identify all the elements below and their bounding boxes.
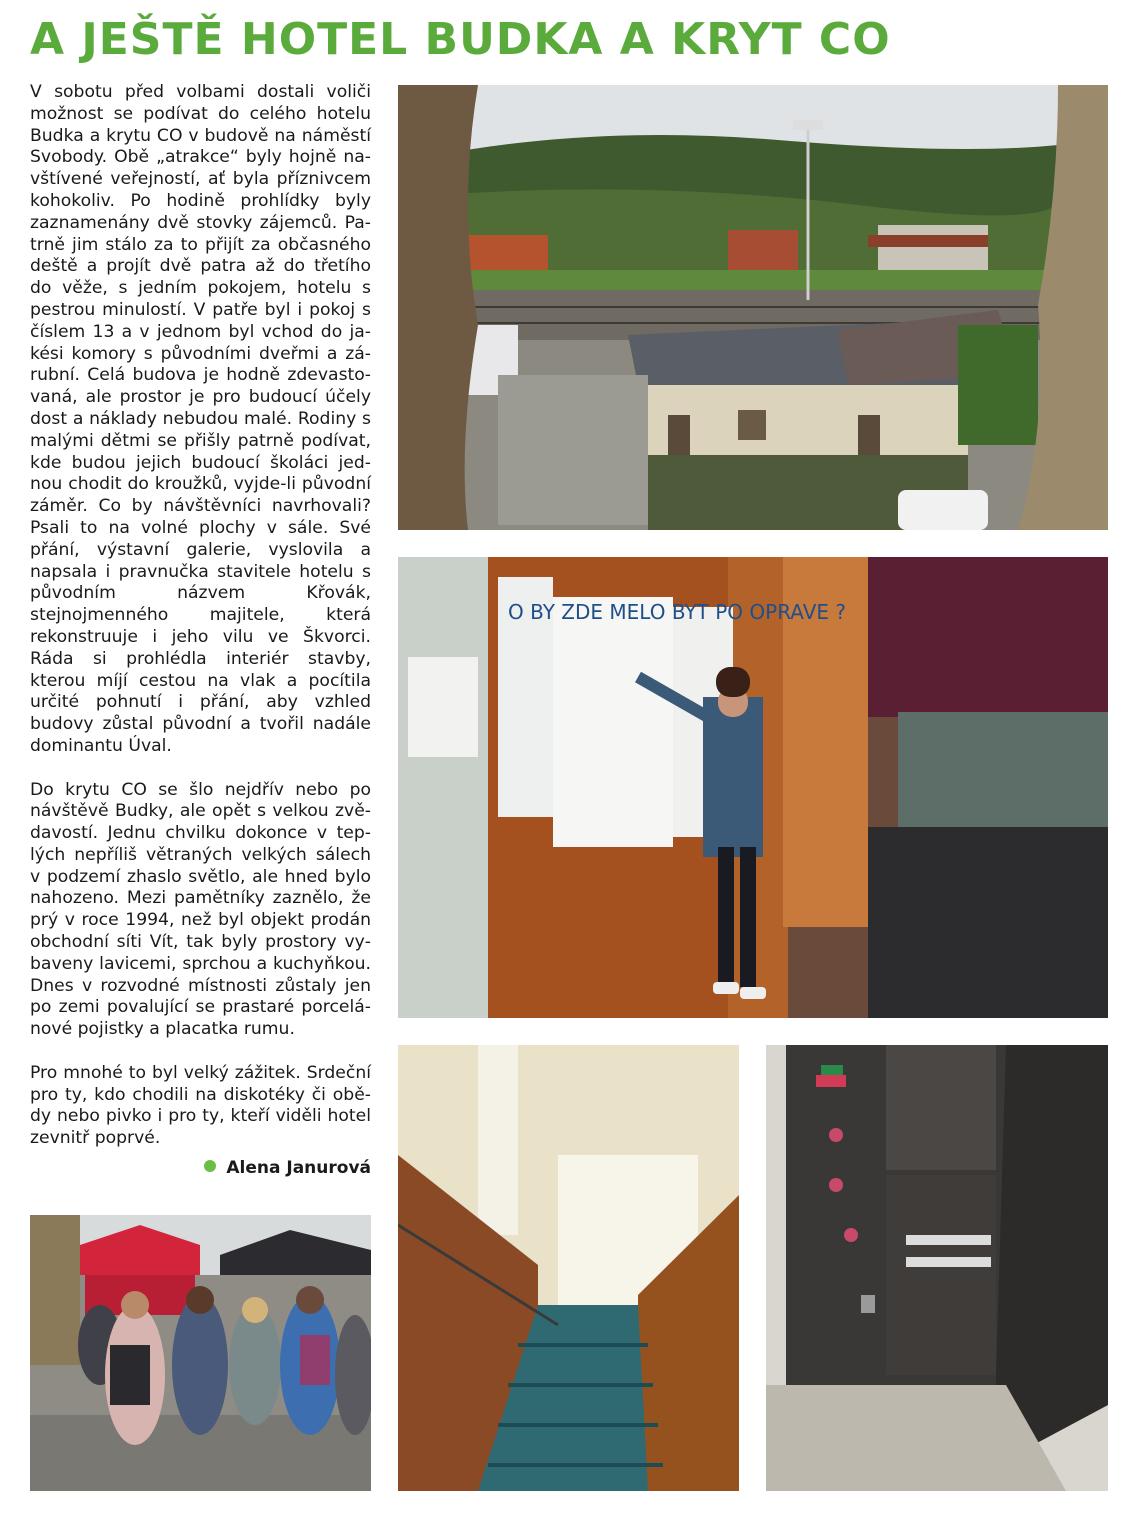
photo-tower-view [398,85,1108,530]
photo-staircase [398,1045,739,1491]
author-dot-icon [204,1160,216,1172]
whiteboard-text: O BY ZDE MELO BYT PO OPRAVE ? [508,600,846,624]
photo-hall-whiteboard [398,557,1108,1018]
paragraph-1: V sobotu před volbami dostali voliči možnost se podívat do celého hotelu Budka a krytu CO v budově na náměstí Svobody. Obě „atrakce“ byly hojně navštívené veřejností, ať byla příznivcem kohokoliv. Po hodině prohlídky byly zaznamenány dvě stovky zájemců. Patrně jim stálo za to přijít za občasného deště a projít dvě patra až do třetího do věže, s jedním pokojem, hotelu s pestrou minulostí. V patře byl i pokoj s číslem 13 a v jednom byl vchod do jakési komory s původními dveřmi a zárubní. Celá budova je hodně zdevastovaná, ale prostor je pro budoucí účely dost a náklady nebudou malé. Rodiny s malými dětmi se přišly patrně podívat, kde budou jejich budoucí školáci jednou chodit do kroužků, vyjde-li původní záměr. Co by návštěvníci navrhovali? Psali to na volné plochy v sále. Své přání, výstavní galerie, vyslovila a napsala i pravnučka stavitele hotelu s původním názvem Křovák, stejnojmenného majitele, která rekonstruuje i jeho vilu ve Škvorci. Ráda si prohlédla interiér stavby, kterou míjí cestou na vlak a pocítila určité pohnutí i přání, aby vzhled budovy zůstal původní a tvořil nadále dominantu Úval. [30,82,371,756]
paragraph-3: Pro mnohé to byl velký zážitek. Srdeční pro ty, kdo chodili na diskotéky či obědy nebo pivko i pro ty, kteří viděli hotel zevnitř poprvé. [30,1062,371,1149]
author-name: Alena Janurová [226,1158,371,1178]
article-body [30,82,371,1172]
author-byline [30,1158,371,1178]
photo-crowd [30,1215,371,1491]
photo-electrical-panel [766,1045,1108,1491]
article-title: A JEŠTĚ HOTEL BUDKA A KRYT CO [30,14,891,65]
paragraph-2: Do krytu CO se šlo nejdřív nebo po návštěvě Budky, ale opět s velkou zvědavostí. Jednu chvilku dokonce v teplých nepříliš větraných velkých sálech v podzemí zhaslo světlo, ale hned bylo nahozeno. Mezi pamětníky zaznělo, že prý v roce 1994, než byl objekt prodán obchodní síti Vít, tak byly prostory vybaveny lavicemi, sprchou a kuchyňkou. Dnes v rozvodné místnosti zůstaly jen po zemi povalující se prastaré porcelánové pojistky a placatka rumu. [30,779,371,1040]
